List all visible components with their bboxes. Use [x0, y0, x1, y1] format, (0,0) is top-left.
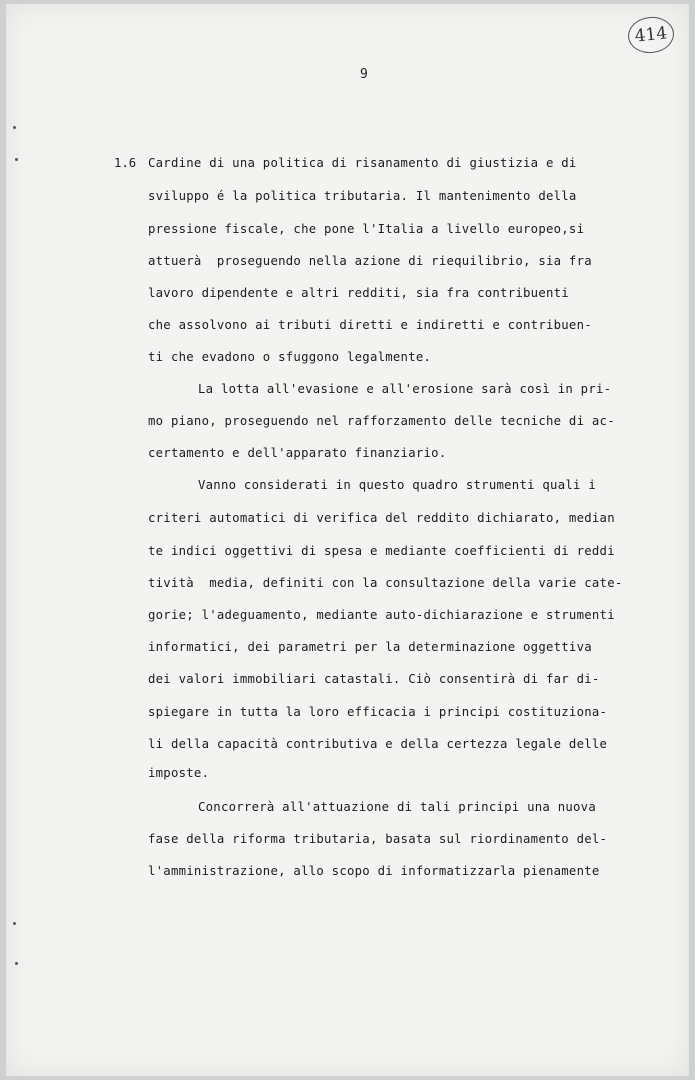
text-line: ti che evadono o sfuggono legalmente. [148, 350, 432, 364]
text-line: che assolvono ai tributi diretti e indiretti e contribuen- [148, 318, 592, 332]
text-line: Vanno considerati in questo quadro strumenti quali i [198, 478, 596, 492]
text-line: spiegare in tutta la loro efficacia i principi costituziona- [148, 705, 608, 719]
text-line: dei valori immobiliari catastali. Ciò consentirà di far di- [148, 672, 600, 686]
text-line: gorie; l'adeguamento, mediante auto-dichiarazione e strumenti [148, 608, 615, 622]
text-line: te indici oggettivi di spesa e mediante coefficienti di reddi [148, 544, 615, 558]
text-line: fase della riforma tributaria, basata sul riordinamento del- [148, 832, 608, 846]
scan-speck [13, 922, 16, 925]
text-line: La lotta all'evasione e all'erosione sarà così in pri- [198, 382, 612, 396]
text-line: Concorrerà all'attuazione di tali principi una nuova [198, 800, 596, 814]
text-line: Cardine di una politica di risanamento di giustizia e di [148, 156, 577, 170]
page-number: 9 [360, 67, 368, 82]
text-line: mo piano, proseguendo nel rafforzamento delle tecniche di ac- [148, 414, 615, 428]
document-page [6, 4, 689, 1076]
text-line: tività media, definiti con la consultazione della varie cate- [148, 576, 623, 590]
text-line: sviluppo é la politica tributaria. Il mantenimento della [148, 189, 577, 203]
text-line: attuerà proseguendo nella azione di riequilibrio, sia fra [148, 254, 592, 268]
scan-speck [15, 962, 18, 965]
text-line: criteri automatici di verifica del reddito dichiarato, median [148, 511, 615, 525]
text-line: lavoro dipendente e altri redditi, sia fra contribuenti [148, 286, 569, 300]
scan-speck [15, 158, 18, 161]
text-line: pressione fiscale, che pone l'Italia a livello europeo,si [148, 222, 585, 236]
section-number: 1.6 [114, 156, 137, 170]
text-line: li della capacità contributiva e della certezza legale delle [148, 737, 608, 751]
page-stamp: 414 [626, 15, 676, 56]
text-line: certamento e dell'apparato finanziario. [148, 446, 447, 460]
scan-speck [13, 126, 16, 129]
text-line: informatici, dei parametri per la determinazione oggettiva [148, 640, 592, 654]
text-line: imposte. [148, 766, 210, 780]
text-line: l'amministrazione, allo scopo di informatizzarla pienamente [148, 864, 600, 878]
